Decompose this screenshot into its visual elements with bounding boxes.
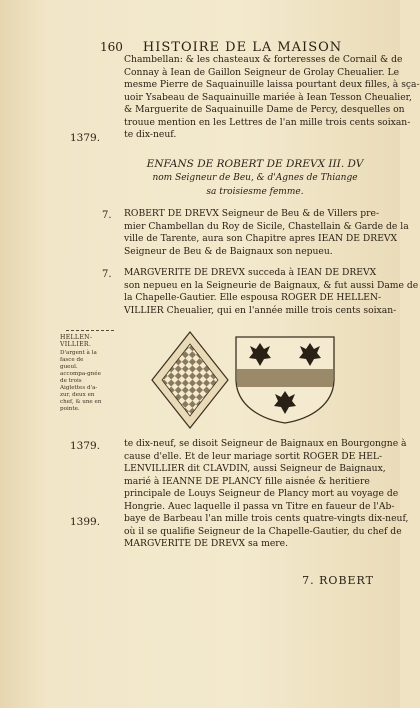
text-line: te dix-neuf. <box>124 129 177 140</box>
paragraph-marguerite <box>124 267 419 317</box>
margin-date: 1379. <box>70 132 101 144</box>
margin-date: 1399. <box>70 516 101 528</box>
text-line: Hongrie. Auec laquelle il passa vn Titre en faueur de l'Ab- <box>124 500 395 512</box>
blazon-note <box>60 334 102 413</box>
item-number: 7. <box>102 210 112 221</box>
paragraph-saquainuille <box>124 54 420 142</box>
text-line: Chambellan: & les chasteaux & forteresses de Cornail & de <box>124 54 403 65</box>
text-line: Seigneur de Beu & de Baignaux son nepueu. <box>124 245 333 257</box>
text-line: son nepueu en la Seigneurie de Baignaux, & fut aussi Dame de <box>124 279 419 291</box>
text-line: ROBERT DE DREVX Seigneur de Beu & de Villers pre- <box>124 208 380 219</box>
margin-date: 1379. <box>70 440 101 452</box>
text-line: & Marguerite de Saquainuille Dame de Percy, desquelles on <box>124 104 405 115</box>
blazon-title: HELLEN-VILLIER. <box>60 334 93 348</box>
hellenvillier-shield-crest <box>232 333 338 425</box>
text-line: ville de Tarente, aura son Chapitre apres IEAN DE DREVX <box>124 233 398 244</box>
heading-line: ENFANS DE ROBERT DE DREVX III. DV <box>146 158 364 170</box>
text-line: VILLIER Cheualier, qui en l'année mille trois cents soixan- <box>124 304 397 316</box>
text-line: cause d'elle. Et de leur mariage sortit ROGER DE HEL- <box>124 450 383 462</box>
page-header <box>100 40 380 55</box>
paragraph-robert <box>124 208 409 258</box>
text-line: Connay à Iean de Gaillon Seigneur de Grolay Cheualier. Le <box>124 66 400 78</box>
text-line: marié à IEANNE DE PLANCY fille aisnée & heritiere <box>124 475 370 487</box>
paragraph-roger <box>124 438 409 551</box>
text-line: principale de Louys Seigneur de Plancy mort au voyage de <box>124 488 399 499</box>
checky-lozenge-crest <box>150 330 230 430</box>
heading-line: nom Seigneur de Beu, & d'Agnes de Thiange <box>152 173 358 183</box>
running-head: HISTOIRE DE LA MAISON <box>142 40 343 55</box>
text-line: mesme Pierre de Saquainuille laissa pourtant deux filles, à sça- <box>124 79 420 90</box>
text-line: MARGVERITE DE DREVX sa mere. <box>124 538 289 549</box>
blazon-text: D'argent à la fasce de gueul. accompa-gnée de trois Aiglettes d'a-zur, deux en chef, & une en pointe. <box>60 350 102 412</box>
text-line: trouue mention en les Lettres de l'an mille trois cents soixan- <box>124 116 411 128</box>
text-line: uoir Ysabeau de Saquainuille mariée à Iean Tesson Cheualier, <box>124 91 412 103</box>
text-line: baye de Barbeau l'an mille trois cents quatre-vingts dix-neuf, <box>124 513 409 524</box>
catchword: 7. ROBERT <box>302 574 374 587</box>
heading-line: sa troisiesme femme. <box>206 187 304 197</box>
text-line: MARGVERITE DE DREVX succeda à IEAN DE DREVX <box>124 267 377 278</box>
page-number: 160 <box>100 40 123 54</box>
item-number: 7. <box>102 269 112 280</box>
text-line: où il se qualifie Seigneur de la Chapelle-Gautier, du chef de <box>124 525 402 537</box>
text-line: LENVILLIER dit CLAVDIN, aussi Seigneur de Baignaux, <box>124 463 386 474</box>
section-heading <box>130 157 380 199</box>
text-line: mier Chambellan du Roy de Sicile, Chastellain & Garde de la <box>124 220 409 232</box>
margin-rule <box>66 330 114 331</box>
text-line: la Chapelle-Gautier. Elle espousa ROGER DE HELLEN- <box>124 292 382 303</box>
text-line: te dix-neuf, se disoit Seigneur de Baignaux en Bourgongne à <box>124 438 407 449</box>
